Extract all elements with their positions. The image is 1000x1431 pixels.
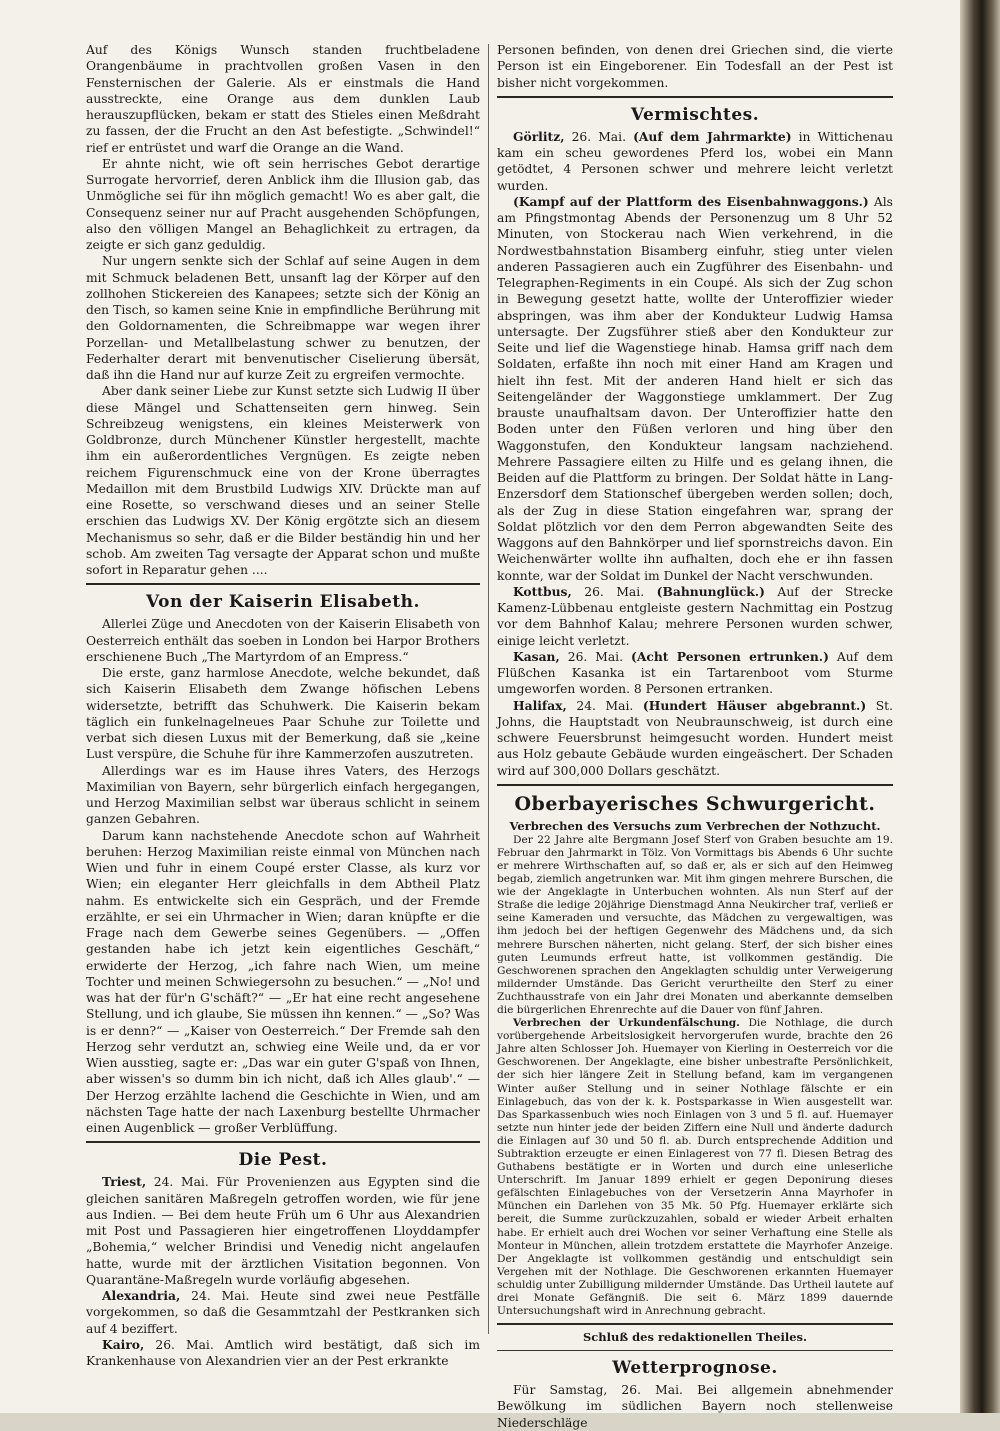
- section-title-vermischtes: Vermischtes.: [630, 104, 760, 125]
- article-paragraph: Er ahnte nicht, wie oft sein herrisches Gebot derartige Surrogate hervorrief, deren Anblick ihm die Illusion gab, das Unmögliche sei für ihn möglich gemacht! Wo es aber galt, die Consequenz seiner nur auf Pracht ausgehenden Schöpfungen, also den völligen Mangel an Behaglichkeit zu ertragen, da zeigte er sich ganz geduldig.: [86, 156, 480, 252]
- section-title-schwurgericht: Oberbayerisches Schwurgericht.: [514, 792, 876, 815]
- section-divider: [497, 1323, 893, 1325]
- news-text: Auf der Strecke Kamenz-Lübbenau entgleiste gestern Nachmittag ein Postzug vor dem Bahnhof Kalau; mehrere Personen wurden schwer, einige leicht verletzt.: [497, 584, 893, 648]
- news-item: [497, 698, 893, 779]
- section-divider: [86, 1141, 480, 1143]
- news-item: [86, 1337, 480, 1370]
- news-dateline: Triest,: [102, 1174, 147, 1190]
- news-date: 26. Mai.: [571, 584, 657, 599]
- case-item: [497, 1017, 893, 1318]
- news-dateline: Kasan,: [513, 648, 560, 664]
- news-item: [497, 129, 893, 194]
- case-subhead-inline: Verbrechen der Urkundenfälschung.: [513, 1017, 740, 1030]
- article-paragraph: Auf des Königs Wunsch standen fruchtbeladene Orangenbäume in prachtvollen großen Vasen in den Fensternischen der Galerie. Als er einstmals die Hand ausstreckte, eine Orange aus dem dunklen Laub herauszupflücken, bekam er statt des Stieles einen Meßdraht zu fassen, der die Frucht an den Ast befestigte. „Schwindel!“ rief er entrüstet und warf die Orange an die Wand.: [86, 43, 480, 155]
- news-subhead: (Bahnunglück.): [656, 583, 765, 599]
- editorial-end-notice: Schluß des redaktionellen Theiles.: [582, 1330, 808, 1345]
- news-dateline: Halifax,: [513, 697, 567, 713]
- article-paragraph: Allerlei Züge und Anecdoten von der Kaiserin Elisabeth von Oesterreich enthält das soeben in London bei Harpor Brothers erschienene Buch „The Martyrdom of an Empress.“: [86, 617, 480, 664]
- news-dateline: Kottbus,: [513, 583, 572, 599]
- news-subhead: (Acht Personen ertrunken.): [631, 648, 829, 664]
- news-text: St. Johns, die Hauptstadt von Neubraunschweig, ist durch eine schwere Feuersbrunst heimgesucht worden. Hundert meist aus Holz gebaute Gebäude wurden eingeäschert. Der Schaden wird auf 300,000 Dollars geschätzt.: [497, 698, 894, 778]
- column-divider: [488, 44, 489, 1334]
- section-divider: [86, 583, 480, 585]
- case-text: Die Nothlage, die durch vorübergehende Arbeitslosigkeit hervorgerufen wurde, brachte den 26 Jahre alten Schlosser Joh. Huemayer von Kierling in Oesterreich vor die Geschworenen. Der Angeklagte, eine bisher unbestrafte Persönlichkeit, der sich hier längere Zeit in Stellung befand, kam im vergangenen Winter außer Stellung und in seiner Nothlage fälschte er ein Einlagebuch, das von der k. k. Postsparkasse in Wien ausgestellt war. Das Sparkassenbuch wies noch Einlagen von 3 und 5 fl. auf. Huemayer setzte nun hinter jede der beiden Ziffern eine Null und änderte dadurch die Einlagen auf 30 und 50 fl. ab. Durch entsprechende Addition und Subtraktion erzeugte er einen Einlagerest von 77 fl. Diesen Betrag des Guthabens bestätigte er in Worten und durch eine unleserliche Unterschrift. Im Januar 1899 erhielt er gegen Deponirung dieses gefälschten Einlagebuches von der Versetzerin Anna Mayrhofer in München ein Darlehen von 35 Mk. 50 Pfg. Huemayer erklärte sich bereit, die Summe zurückzuzahlen, sobald er wieder Arbeit erhalten habe. Er erhielt auch drei Wochen vor seiner Verhaftung eine Stelle als Monteur in München, allein trotzdem erstattete die Mayrhofer Anzeige. Der Angeklagte ist vollkommen geständig und entschuldigt sein Vergehen mit der Nothlage. Die Geschworenen erkannten Huemayer schuldig unter Zubilligung mildernder Umstände. Das Urtheil lautete auf drei Monate Gefängniß. Die seit 6. März 1899 dauernde Untersuchungshaft wird in Anrechnung gebracht.: [497, 1017, 893, 1318]
- left-column: [86, 42, 480, 1382]
- news-date: 26. Mai.: [564, 129, 634, 144]
- news-text: 26. Mai. Amtlich wird bestätigt, daß sich im Krankenhause von Alexandrien vier an der Pest erkrankte: [86, 1337, 480, 1368]
- news-date: 26. Mai.: [559, 649, 631, 664]
- news-subhead: (Kampf auf der Plattform des Eisenbahnwaggons.): [513, 193, 869, 209]
- article-paragraph: Nur ungern senkte sich der Schlaf auf seine Augen in dem mit Schmuck beladenen Bett, unsanft lag der Körper auf den zollhohen Stickereien des Kanapees; setzte sich der König an den Tisch, so kamen seine Knie in empfindliche Berührung mit den Goldornamenten, die Schreibmappe war wegen ihrer Porzellan- und Metallbelastung schwer zu benutzen, der Federhalter derart mit benvenutischer Ciselierung übersät, daß ihn die Hand nur auf kurze Zeit zu ergreifen vermochte.: [86, 254, 480, 382]
- article-paragraph: Personen befinden, von denen drei Griechen sind, die vierte Person ist ein Eingeborener. Ein Todesfall an der Pest ist bisher nicht vorgekommen.: [497, 43, 893, 90]
- news-dateline: Görlitz,: [513, 128, 565, 144]
- weather-text: Für Samstag, 26. Mai. Bei allgemein abnehmender Bewölkung im südlichen Bayern noch stellenweise Niederschläge: [497, 1383, 893, 1430]
- news-item: [86, 1288, 480, 1337]
- news-text: Auf dem Flüßchen Kasanka ist ein Tartarenboot vom Sturme umgeworfen worden. 8 Personen ertranken.: [497, 649, 894, 697]
- news-dateline: Alexandria,: [102, 1288, 181, 1303]
- section-title-kaiserin: Von der Kaiserin Elisabeth.: [146, 592, 420, 613]
- news-item: [497, 194, 893, 584]
- news-date: 24. Mai.: [566, 698, 643, 713]
- news-item: [497, 649, 893, 698]
- section-title-pest: Die Pest.: [238, 1150, 328, 1171]
- case-subhead: Verbrechen des Versuchs zum Verbrechen der Nothzucht.: [509, 818, 881, 833]
- news-text: 24. Mai. Für Provenienzen aus Egypten sind die gleichen sanitären Maßregeln getroffen worden, wie für jene aus Indien. — Bei dem heute Früh um 6 Uhr aus Alexandrien mit Post und Passagieren hier eingetroffenen Lloyddampfer „Bohemia,“ welcher Brindisi und Venedig nicht angelaufen hatte, wurde mit der ärztlichen Visitation begonnen. Von Quarantäne-Maßregeln wurde vorläufig abgesehen.: [86, 1175, 480, 1287]
- news-item: [86, 1174, 480, 1288]
- article-paragraph: Allerdings war es im Hause ihres Vaters, des Herzogs Maximilian von Bayern, sehr bürgerlich einfach hergegangen, und Herzog Maximilian selbst war überaus schlicht in seinem ganzen Gebahren.: [86, 763, 480, 827]
- news-subhead: (Hundert Häuser abgebrannt.): [642, 697, 867, 713]
- book-binding-edge: [960, 0, 1000, 1413]
- news-subhead: (Auf dem Jahrmarkte): [633, 128, 792, 144]
- news-text: 24. Mai. Heute sind zwei neue Pestfälle vorgekommen, so daß die Gesammtzahl der Pestkranken sich auf 4 beziffert.: [86, 1289, 480, 1336]
- article-paragraph: Aber dank seiner Liebe zur Kunst setzte sich Ludwig II über diese Mängel und Schattenseiten gern hinweg. Sein Schreibzeug wenigstens, ein kleines Meisterwerk von Goldbronze, durch Münchener Künstler hergestellt, machte ihm ein außerordentliches Vergnügen. Es zeigte neben reichem Figurenschmuck eine von der Krone überragtes Medaillon mit dem Brustbild Ludwigs XIV. Drückte man auf eine Rosette, so verschwand dieses und an seiner Stelle erschien das Ludwigs XV. Der König ergötzte sich an diesem Mechanismus so sehr, daß er die Bilder beständig hin und her schob. Am zweiten Tag versagte der Apparat schon und mußte sofort in Reparatur gehen ....: [86, 384, 480, 577]
- news-item: [497, 584, 893, 649]
- article-paragraph: Die erste, ganz harmlose Anecdote, welche bekundet, daß sich Kaiserin Elisabeth dem Zwange höfischen Lebens widersetzte, betrifft das Schuhwerk. Die Kaiserin bekam täglich ein funkelnagelneues Paar Schuhe zur Toilette und verbat sich diesen Luxus mit der Bemerkung, daß sie „keine Lust verspüre, die Schuhe für ihre Kammerzofen auszutreten.: [86, 666, 480, 762]
- section-divider: [497, 1350, 893, 1351]
- right-column: [497, 42, 894, 1430]
- case-text: Der 22 Jahre alte Bergmann Josef Sterf von Graben besuchte am 19. Februar den Jahrmarkt in Tölz. Von Vormittags bis Abends 6 Uhr suchte er mehrere Wirthschaften auf, so daß er, als er sich auf den Heimweg begab, ziemlich angetrunken war. Mit ihm gingen mehrere Burschen, die wie der Angeklagte in Unterbuchen wohnten. Als nun Sterf auf der Straße die ledige 20jährige Dienstmagd Anna Neukircher traf, verließ er seine Kameraden und versuchte, das Mädchen zu vergewaltigen, was ihm jedoch bei der heftigen Gegenwehr des Mädchens und, da sich mehrere Burschen näherten, nicht gelang. Sterf, der sich bisher eines guten Leumunds erfreut hatte, ist vollkommen geständig. Die Geschworenen sprachen den Angeklagten schuldig unter Verweigerung mildernder Umstände. Das Gericht verurtheilte den Sterf zu einer Zuchthausstrafe von ein Jahr drei Monaten und aberkannte demselben die bürgerlichen Ehrenrechte auf die Dauer von fünf Jahren.: [497, 833, 893, 1016]
- news-dateline: Kairo,: [102, 1336, 145, 1352]
- article-paragraph: Darum kann nachstehende Anecdote schon auf Wahrheit beruhen: Herzog Maximilian reiste einmal von München nach Wien und fuhr in einem Coupé erster Classe, als kurz vor Wien; ein eleganter Herr gleichfalls in dem Abtheil Platz nahm. Es entwickelte sich ein Gespräch, und der Fremde erzählte, er sei ein Uhrmacher in Wien; daran knüpfte er die Frage nach dem Gewerbe seines Gegenübers. — „Offen gestanden habe ich jetzt kein eigentliches Geschäft,“ erwiderte der Herzog, „ich fahre nach Wien, um meine Tochter und meinen Schwiegersohn zu besuchen.“ — „No! und was hat der für'n G'schäft?“ — „Er hat eine recht angesehene Stellung, und ich glaube, Sie müssen ihn kennen.“ — „So? Was is er denn?“ — „Kaiser von Oesterreich.“ Der Fremde sah den Herzog sehr verdutzt an, schwieg eine Weile und, da er vor Wien ausstieg, sagte er: „Das war ein guter G'spaß von Ihnen, aber wissen's so dumm bin ich nicht, daß ich Alles glaub'.“ — Der Herzog erzählte lachend die Geschichte in Wien, und am nächsten Tage hatte der nach Laxenburg bestellte Uhrmacher einen Augenblick — großer Verblüffung.: [86, 828, 480, 1135]
- section-title-wetter: Wetterprognose.: [612, 1358, 778, 1379]
- news-text: Als am Pfingstmontag Abends der Personenzug um 8 Uhr 52 Minuten, von Stockerau nach Wien verkehrend, in die Nordwestbahnstation Bisamberg einfuhr, stieg unter vielen anderen Passagieren auch ein Zugführer des Eisenbahn- und Telegraphen-Regiments in ein Coupé. Als sich der Zug schon in Bewegung gesetzt hatte, wollte der Unteroffizier wieder abspringen, was ihm aber der Kondukteur Ludwig Hamsa untersagte. Der Zugsführer stieß aber den Kondukteur zur Seite und lief die Wagenstiege hinab. Hamsa griff nach dem Soldaten, erfaßte ihn noch mit einer Hand am Kragen und hielt ihn fest. Mit der anderen Hand hielt er sich das Seitengeländer der Waggonstiege umklammert. Der Zug brauste unaufhaltsam davon. Der Unteroffizier hatte den Boden unter den Füßen verloren und hing über den Waggonstufen, den Kondukteur langsam nachziehend. Mehrere Passagiere eilten zu Hilfe und es gelang ihnen, die Beiden auf die Plattform zu bringen. Der Soldat hätte in Lang-Enzersdorf dem Stationschef übergeben werden sollen; doch, als der Zug in diese Station eingefahren war, sprang der Soldat plötzlich vor den dem Perron abgewandten Seite des Waggons auf den Bahnkörper und lief spornstreichs davon. Ein Weichenwärter wollte ihn aufhalten, doch ehe er ihn fassen konnte, war der Soldat im Dunkel der Nacht verschwunden.: [497, 194, 893, 583]
- section-divider: [497, 96, 893, 98]
- news-text: in Wittichenau kam ein scheu gewordenes Pferd los, wobei ein Mann getödtet, 4 Personen schwer und mehrere leicht verletzt wurden.: [497, 129, 893, 193]
- section-divider: [497, 784, 893, 786]
